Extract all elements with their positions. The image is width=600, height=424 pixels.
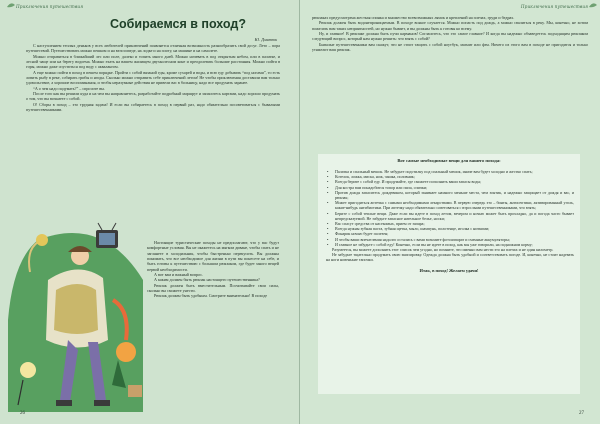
paragraph: Разумеется, вы можете дополнить этот список чем угодно, но помните, что именно вам нести это на плечах и не один километр.	[332, 247, 554, 253]
page-number: 27	[579, 411, 584, 416]
running-title: Приключения путешествия	[16, 4, 84, 9]
author: Ю. Дмитюк	[254, 37, 277, 42]
running-title: Приключения путешествия	[520, 4, 588, 9]
article-text	[312, 15, 588, 52]
paragraph: Рюкзак должен быть водонепроницаемым. В походе всякое случается. Можно попасть под дождь, а можно свалиться в реку. Мы, конечно, не хотим пожелать вам таких неприятностей, но нужно бывает, и вы должны быть к готовы ко всему.	[312, 20, 588, 31]
paragraph: О! Сборы в поход – это трудная задача! И если вы собираетесь в поход в первый раз, надо обязательно посоветоваться с бывалыми путешественниками.	[26, 101, 280, 113]
paragraph: рюкзаках предусмотрена жесткая спинка и множество всевозможных лямок и креплений на плечах, груди и бедрах.	[312, 15, 515, 20]
paragraph: С наступлением теплых деньков у всех любителей приключений появляется отличная возможность разнообразить свой досуг. Лето – пора путешествий. Путешествовать можно пешком и на велосипеде, на лодке и на плоту, на машине и на самолете.	[26, 43, 280, 54]
list-item: • Против дождя запаситесь дождевиком, который занимает намного меньше места, чем зонтик, и надежно защищает от дождя и вас, и рюкзак;	[332, 190, 574, 200]
list-item: • Вас спасут средства от насекомых, прием от запара;	[332, 221, 574, 226]
paragraph: А еще можно пойти в поход в пешем порядке. Пройти с собой вязаной еды, кроме сухарей и воды, и всю еду добывать “под ногами”, то есть ловить рыбу в реке, собирать грибы и ягоды. Сколько можно отправить себе приключений летом! Не чтобы приключения доставили вам только удовольствие, а хорошие воспоминания, и чтобы неразумные действия не привели вас в больницу, надо все продумать заранее.	[26, 69, 280, 86]
list-item: • И главное не забудьте с собой еду! Конечно, если вы не идете в поход, как мы уже говорили, на подножном корму;	[332, 242, 574, 247]
paragraph: Ну, и главное! В рюкзаке должна быть пучи карманов! Согласитесь, что это самое главное? И когда вы надежно обзаведетесь подходящим рюкзаком следующий вопрос, который нам нужно решить: что взять с собой?	[312, 31, 588, 42]
paragraph: Настоящие туристические походы не предполагают, что у вас будут комфортные условия. Вы не окажетесь на мягком диване, чтобы спать и не заглянете в холодильник, чтобы быстренько перекусить. Вы должны понимать, что все необходимое для жизни в пути вы понесете на себе, и быть готовы к путешествию с большим рюкзаком, где будет много вещей первой необходимости.	[147, 240, 279, 272]
checklist	[318, 169, 580, 247]
sidebar-text	[147, 240, 279, 299]
paragraph: “А о чем надо подумать?” – спросите вы.	[33, 85, 105, 91]
list-item: • Котелок, ложка, миска, нож, чашка, половник;	[332, 174, 574, 179]
paragraph: Рюкзак должен быть удобным. Смотрите внимательно! В походе	[154, 293, 268, 299]
leaf-icon	[6, 2, 16, 8]
paragraph: Рюкзак должен быть вместительным. Посчитывайте свои силы, сколько вы сможете унести.	[147, 282, 279, 294]
paragraph: После того как вы решили куда и на чем вы направляетесь, разработайте подробный маршрут и запаситесь картами, надо хорошо продумать о том, что вы возьмете с собой.	[26, 91, 280, 102]
checklist-title: Вот самые необходимые вещи для вашего похода:	[397, 158, 501, 163]
list-item: • Всегда нужны зубная паста, зубная щетка, мыло, шампунь, полотенце, иголка с ниткими;	[332, 226, 574, 231]
right-page	[300, 0, 600, 424]
list-item: • Берите с собой теплые вещи. Даже если вы идете в поход летом, вечером и ночью может быть прохладно, да и погода часто бывает непредсказуемой. Не забудьте запасное нательное белье, носки;	[332, 211, 574, 221]
paragraph: Не забудьте тщательно продумать свою экипировку. Одежда должна быть удобной и соответствовать погоде. И, конечно, не стоит надевать на ноги новенькие тапочки.	[326, 252, 574, 263]
backpack-illustration	[8, 220, 148, 412]
list-item: • Фонарик ночью будет полезен;	[332, 231, 574, 236]
leaf-icon	[588, 2, 598, 8]
paragraph: Можно отправиться в ближайший лес или поле, далеко и топить много дней. Можно ночевать в под открытым небом, или в палатке, и лесной чаще или на берегу водоема. Можно ехать на вашем жилищем двухколесном коне и преодолевать большие расстояния. Можно пойти в горы, можно даже спуститься под воду с аквалангом.	[26, 53, 280, 70]
paragraph: А каким должен быть рюкзак настоящего путешественника?	[154, 277, 260, 283]
closing-line: Итак, в поход! Желаем удачи!	[419, 267, 479, 273]
paragraph: Бывалые путешественники вам скажут, что не стоит тащить с собой ноутбук, магнит или фен. Ничего из этого вам в походе не пригодится и только утяжелит ваш рюкзак.	[312, 41, 588, 53]
article-text	[26, 43, 280, 112]
page-title: Собираемся в поход?	[110, 17, 246, 31]
list-item: • И чтобы ваши впечатления надолго остались с вами возьмите фотоаппарат и сменные аккумуляторы;	[332, 237, 574, 242]
list-item: • Палатка и спальный мешок. Не забудьте подстилку под спальный мешок, иначе вам будет холодно и жестко спать;	[332, 169, 574, 174]
list-item: • Может пригодиться аптечка с самыми необходимыми лекарствами. В первую очередь это – бинты, антисептики, активированный уголь, какие-нибудь антибиотики. При аптечку надо обязательно советоваться с взрослыми путешественниками, что взять;	[332, 200, 574, 210]
list-item: • Всегда берите с собой еду. И продумайте, где сможете пополнить ваши запасы воды;	[332, 179, 574, 184]
paragraph: А вот вам и важный вопрос.	[154, 272, 204, 278]
checklist-box	[318, 154, 580, 394]
page-number: 26	[20, 411, 25, 416]
list-item: • Для костра вам понадобится топор или пила, спички;	[332, 185, 574, 190]
